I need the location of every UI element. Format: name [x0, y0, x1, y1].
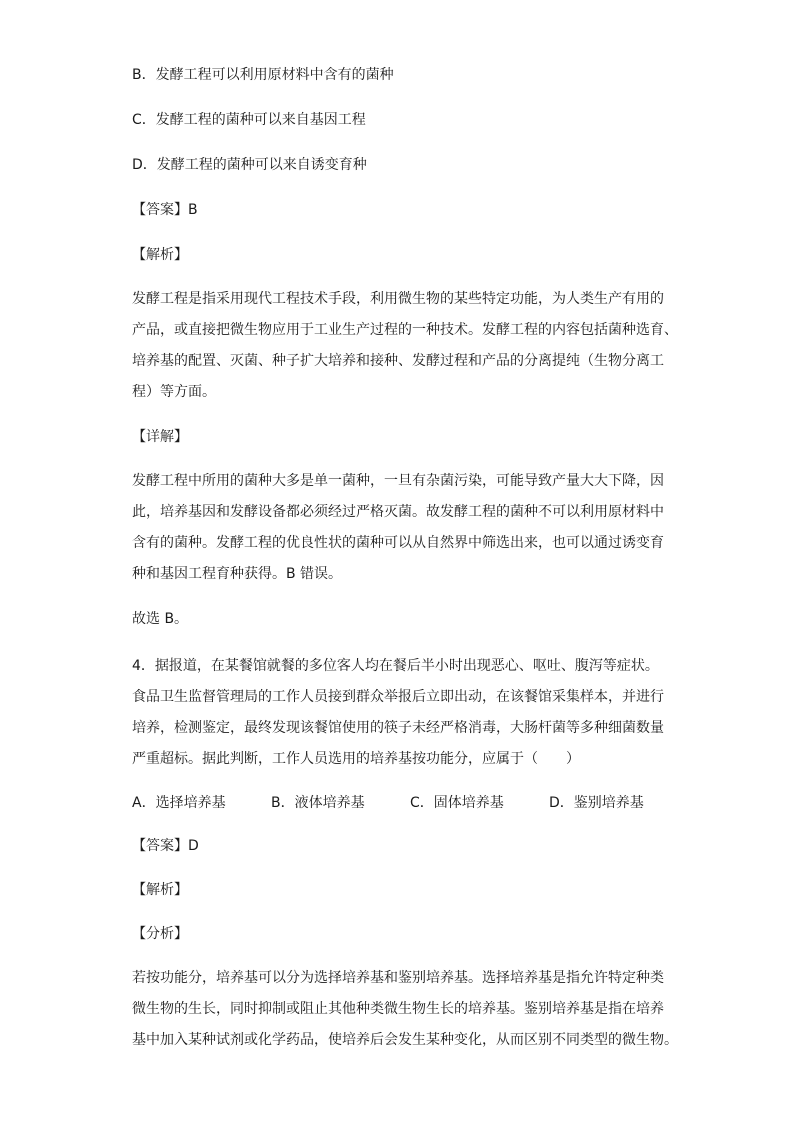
analysis-line: 程）等方面。 [132, 384, 216, 400]
option-a: A．选择培养基 [132, 795, 226, 811]
option-d: D．鉴别培养基 [549, 795, 644, 811]
detail-line: 此，培养基因和发酵设备都必须经过严格灭菌。故发酵工程的菌种不可以利用原材料中 [132, 504, 664, 520]
breakdown-line: 微生物的生长，同时抑制或阻止其他种类微生物生长的培养基。鉴别培养基是指在培养 [132, 1001, 664, 1017]
breakdown-heading: 【分析】 [132, 926, 188, 942]
question-4-stem [132, 651, 664, 775]
detail-line: 发酵工程中所用的菌种大多是单一菌种，一旦有杂菌污染，可能导致产量大大下降，因 [132, 473, 664, 489]
stem-line: 4．据报道，在某餐馆就餐的多位客人均在餐后半小时出现恶心、呕吐、腹泻等症状。 [132, 658, 659, 674]
analysis-heading: 【解析】 [132, 882, 188, 898]
breakdown-line: 基中加入某种试剂或化学药品，使培养后会发生某种变化，从而区别不同类型的微生物。 [132, 1032, 678, 1048]
breakdown-line: 若按功能分，培养基可以分为选择培养基和鉴别培养基。选择培养基是指允许特定种类 [132, 970, 664, 986]
stem-line: 严重超标。据此判断，工作人员选用的培养基按功能分，应属于（ ） [132, 751, 580, 767]
analysis-line: 产品，或直接把微生物应用于工业生产过程的一种技术。发酵工程的内容包括菌种选育、 [132, 322, 678, 338]
analysis-line: 发酵工程是指采用现代工程技术手段，利用微生物的某些特定功能，为人类生产有用的 [132, 291, 664, 307]
detail-paragraph [132, 466, 664, 590]
detail-line: 种和基因工程育种获得。B 错误。 [132, 566, 343, 582]
detail-heading: 【详解】 [132, 429, 188, 445]
conclusion: 故选 B。 [132, 611, 189, 627]
stem-line: 培养，检测鉴定，最终发现该餐馆使用的筷子未经严格消毒，大肠杆菌等多种细菌数量 [132, 720, 664, 736]
answer-label: 【答案】B [132, 202, 198, 218]
stem-line: 食品卫生监督管理局的工作人员接到群众举报后立即出动，在该餐馆采集样本，并进行 [132, 689, 664, 705]
option-d: D．发酵工程的菌种可以来自诱变育种 [132, 157, 367, 173]
option-c: C．固体培养基 [410, 795, 504, 811]
analysis-heading: 【解析】 [132, 247, 188, 263]
answer-label: 【答案】D [132, 838, 199, 854]
option-c: C．发酵工程的菌种可以来自基因工程 [132, 112, 366, 128]
analysis-paragraph [132, 284, 678, 408]
analysis-line: 培养基的配置、灭菌、种子扩大培养和接种、发酵过程和产品的分离提纯（生物分离工 [132, 353, 664, 369]
breakdown-paragraph [132, 963, 678, 1056]
option-b: B．发酵工程可以利用原材料中含有的菌种 [132, 67, 394, 83]
option-b: B．液体培养基 [271, 795, 365, 811]
detail-line: 含有的菌种。发酵工程的优良性状的菌种可以从自然界中筛选出来，也可以通过诱变育 [132, 535, 664, 551]
question-4-options [132, 793, 672, 813]
